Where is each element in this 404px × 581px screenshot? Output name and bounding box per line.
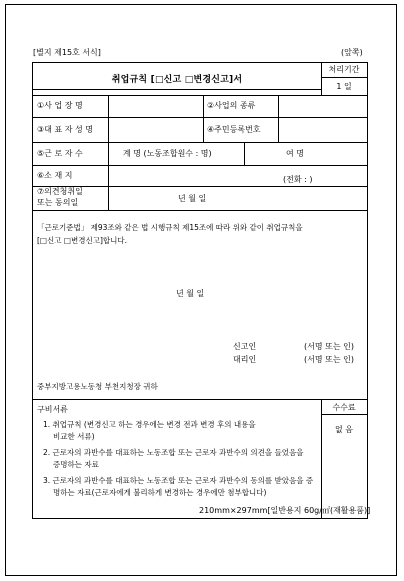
divider <box>321 399 322 518</box>
required-docs-header: 구비서류 <box>37 405 68 414</box>
divider <box>33 210 367 211</box>
workers-female: 여 명 <box>286 149 304 158</box>
divider <box>33 165 367 166</box>
opinion-date-label-1: ⑦의견청취일 <box>37 187 83 196</box>
divider <box>33 186 367 187</box>
resident-number-label: ④주민등록번호 <box>207 125 261 134</box>
business-name-label: ①사 업 장 명 <box>37 101 83 110</box>
opinion-date-value: 년 월 일 <box>178 194 207 203</box>
fee-value: 없 음 <box>335 425 353 434</box>
applicant-signature: (서명 또는 인) <box>304 342 354 351</box>
divider <box>321 77 367 78</box>
doc-item-1-line-2: 비교한 서류) <box>53 432 95 441</box>
processing-period-label: 처리기간 <box>328 65 360 74</box>
fee-header: 수수료 <box>332 403 356 412</box>
report-form <box>32 62 371 519</box>
doc-item-2-line-1: 2. 근로자의 과반수를 대표하는 노동조합 또는 근로자 과반수의 의견을 들었음을 <box>43 448 304 457</box>
agent-signature: (서명 또는 인) <box>304 355 354 364</box>
opinion-date-label-2: 또는 동의일 <box>37 198 79 207</box>
page-side-label: (앞쪽) <box>341 48 363 57</box>
divider <box>278 95 279 142</box>
workers-total: 계 명 (노동조합원수 : 명) <box>123 149 212 158</box>
divider <box>33 399 367 400</box>
statement-line-1: 「근로기준법」 제93조와 같은 법 시행규칙 제15조에 따라 위와 같이 취업규칙을 <box>37 223 303 232</box>
doc-item-1-line-1: 1. 취업규칙 (변경신고 하는 경우에는 변경 전과 변경 후의 내용을 <box>43 420 256 429</box>
statement-line-2: [□신고 □변경신고]합니다. <box>37 236 127 245</box>
paper-spec-footer: 210mm×297mm[일반용지 60g/㎡(재활용품)] <box>199 506 371 515</box>
submission-date: 년 월 일 <box>176 289 205 298</box>
divider <box>203 95 204 142</box>
divider <box>33 142 367 143</box>
business-type-label: ②사업의 종류 <box>207 101 256 110</box>
doc-item-3-line-2: 명하는 자료(근로자에게 불리하게 변경하는 경우에만 첨부합니다) <box>53 488 267 497</box>
doc-item-3-line-1: 3. 근로자의 과반수를 대표하는 노동조합 또는 근로자 과반수의 동의를 받았음을 증 <box>43 476 314 485</box>
workers-label: ⑤근 로 자 수 <box>37 149 83 158</box>
divider <box>108 95 109 210</box>
divider <box>33 95 367 96</box>
divider <box>244 142 245 165</box>
recipient: 중부지방고용노동청 부천지청장 귀하 <box>37 382 158 391</box>
applicant-label: 신고인 <box>233 342 257 351</box>
representative-label: ③대 표 자 성 명 <box>37 125 93 134</box>
phone-field: (전화 : ) <box>283 175 313 184</box>
divider <box>33 89 321 90</box>
form-number: [별지 제15호 서식] <box>33 48 101 57</box>
address-label: ⑥소 재 지 <box>37 171 73 180</box>
form-title: 취업규칙 [□신고 □변경신고]서 <box>111 75 243 85</box>
agent-label: 대리인 <box>233 355 257 364</box>
doc-item-2-line-2: 증명하는 자료 <box>53 460 99 469</box>
processing-period-value: 1 일 <box>336 82 352 91</box>
divider <box>321 414 367 415</box>
divider <box>33 117 367 118</box>
